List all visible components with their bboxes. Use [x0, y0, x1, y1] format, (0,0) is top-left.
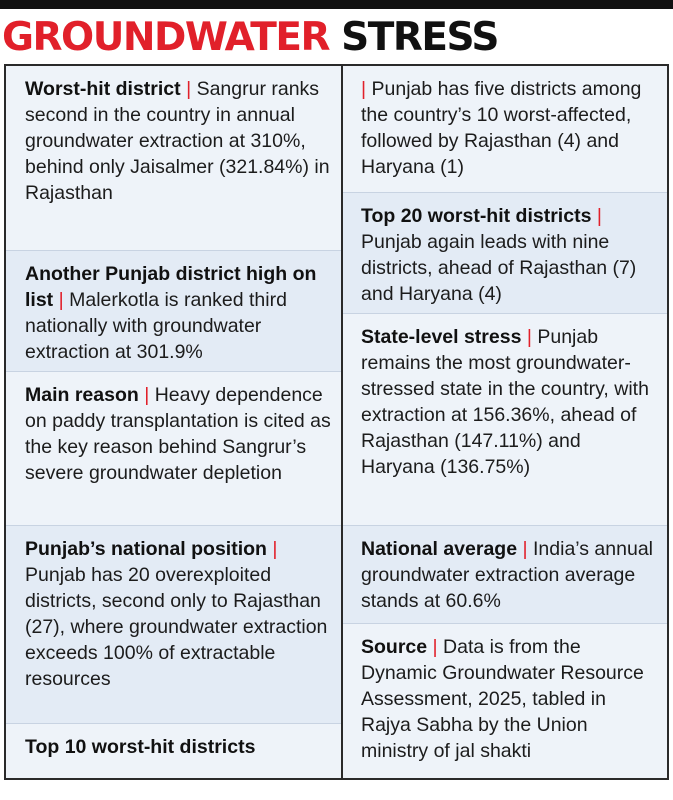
facts-panel	[4, 64, 669, 780]
fact-top-10-heading	[6, 724, 341, 778]
fact-heading: Worst-hit district	[25, 78, 181, 100]
fact-heading: Another Punjab district high on list	[25, 263, 317, 311]
fact-heading: Source	[361, 636, 428, 658]
fact-body: Punjab has five districts among the country’s 10 worst-affected, followed by Rajasthan (4) and Haryana (1)	[361, 78, 642, 178]
fact-body: Sangrur ranks second in the country in annual groundwater extraction at 310%, behind only Jaisalmer (321.84%) in Rajasthan	[25, 78, 330, 204]
fact-source	[343, 624, 667, 778]
headline	[2, 12, 498, 64]
fact-body: India’s annual groundwater extraction average stands at 60.6%	[361, 538, 653, 612]
separator: |	[272, 538, 278, 560]
top-rule	[0, 0, 673, 9]
fact-top-20-worst-hit	[343, 193, 667, 314]
headline-red-part: GROUNDWATER	[2, 15, 330, 60]
fact-heading: Punjab’s national position	[25, 538, 267, 560]
fact-body: Punjab remains the most groundwater-stressed state in the country, with extraction at 156.36%, ahead of Rajasthan (147.11%) and Haryana (136.75%)	[361, 326, 649, 478]
fact-heading: Top 10 worst-hit districts	[25, 736, 256, 758]
fact-state-level-stress	[343, 314, 667, 526]
fact-body: Punjab again leads with nine districts, ahead of Rajasthan (7) and Haryana (4)	[361, 231, 637, 305]
separator: |	[522, 538, 528, 560]
headline-dark-part: STRESS	[341, 15, 498, 60]
separator: |	[596, 205, 602, 227]
fact-heading: State-level stress	[361, 326, 522, 348]
separator: |	[432, 636, 438, 658]
fact-heading: Main reason	[25, 384, 139, 406]
fact-body: Punjab has 20 overexploited districts, second only to Rajasthan (27), where groundwater extraction exceeds 100% of extractable resources	[25, 564, 328, 690]
fact-heading: National average	[361, 538, 518, 560]
fact-top-10-continued	[343, 66, 667, 193]
fact-heading: Top 20 worst-hit districts	[361, 205, 592, 227]
fact-another-punjab-district	[6, 251, 341, 372]
separator: |	[526, 326, 532, 348]
fact-worst-hit-district	[6, 66, 341, 251]
fact-main-reason	[6, 372, 341, 526]
right-column	[343, 66, 667, 778]
separator: |	[361, 78, 367, 100]
fact-body: Heavy dependence on paddy transplantation is cited as the key reason behind Sangrur’s severe groundwater depletion	[25, 384, 331, 484]
separator: |	[144, 384, 150, 406]
left-column	[6, 66, 343, 778]
separator: |	[186, 78, 192, 100]
fact-body: Malerkotla is ranked third nationally with groundwater extraction at 301.9%	[25, 289, 287, 363]
fact-punjab-national-position	[6, 526, 341, 724]
fact-body: Data is from the Dynamic Groundwater Resource Assessment, 2025, tabled in Rajya Sabha by the Union ministry of jal shakti	[361, 636, 644, 762]
separator: |	[58, 289, 64, 311]
fact-national-average	[343, 526, 667, 624]
